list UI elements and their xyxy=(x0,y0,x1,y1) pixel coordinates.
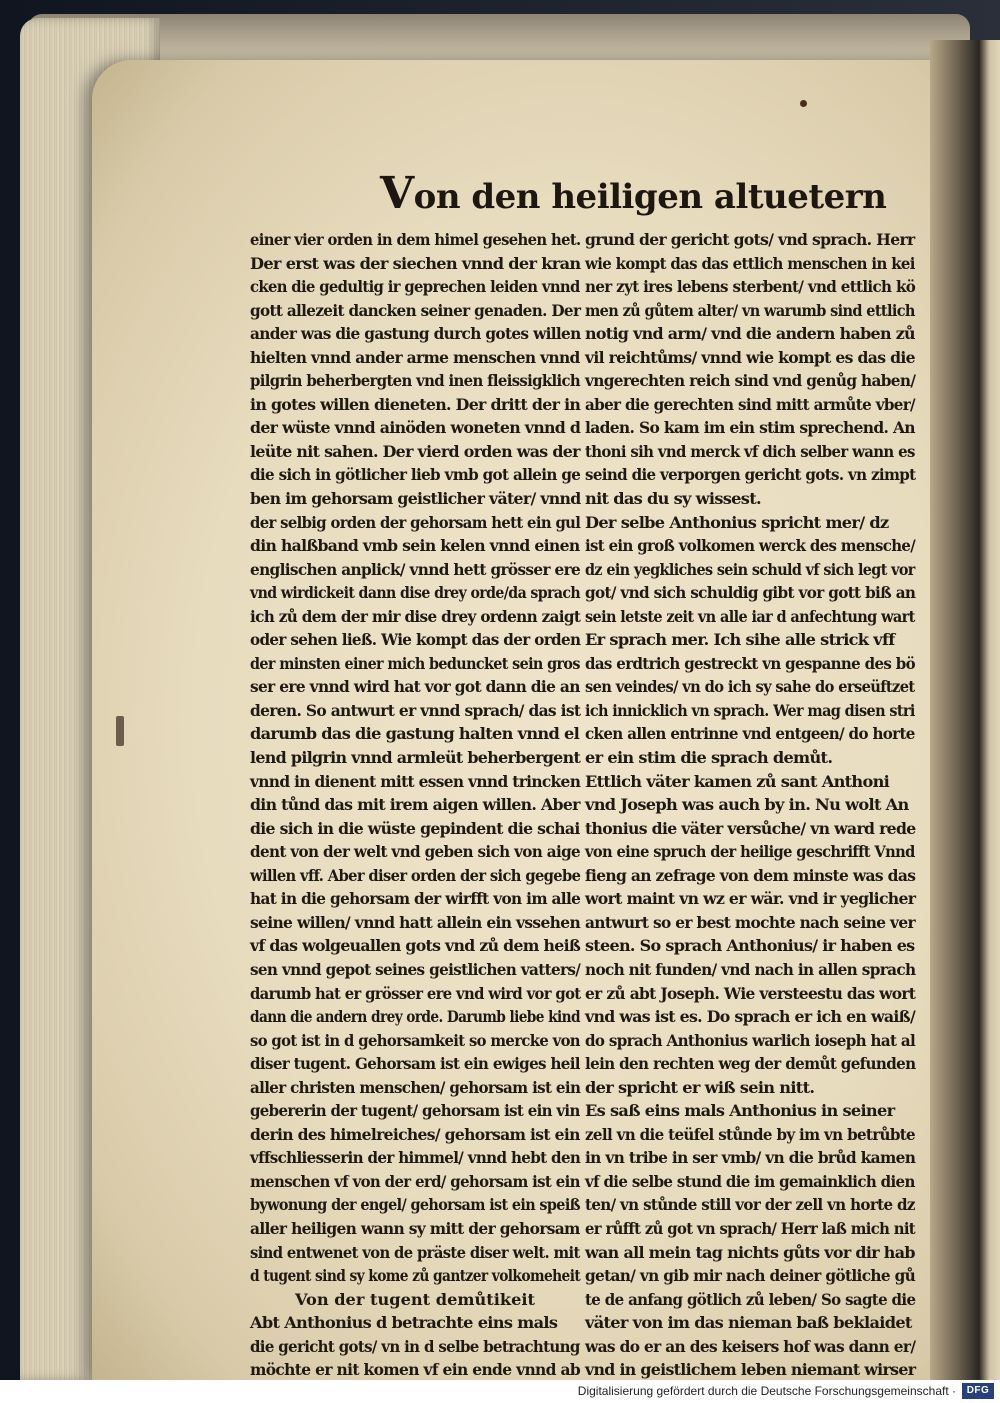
text-line: cken allen entrinne vnd entgeen/ do horte xyxy=(585,724,915,744)
text-line: hat in die gehorsam der wirfft von im alle xyxy=(250,889,581,909)
text-line: Er sprach mer. Ich sihe alle strick vff xyxy=(585,630,895,650)
text-line: noch nit funden/ vnd nach in allen sprach xyxy=(585,959,916,979)
text-line: te de anfang götlich zů leben/ So sagte die xyxy=(585,1289,916,1309)
text-line: zell vn die teüfel stůnde by im vn betrůbte xyxy=(585,1124,916,1144)
text-line: ich zů dem der mir dise drey ordenn zaigt xyxy=(250,606,581,626)
footer-bar xyxy=(0,1380,1000,1403)
footer-credit: Digitalisierung gefördert durch die Deutsche Forschungsgemeinschaft · xyxy=(577,1384,956,1398)
text-line: seind die verporgen gericht gots. vn zimpt xyxy=(585,465,916,485)
text-line: thonius die väter versůche/ vn ward rede xyxy=(585,818,916,838)
text-line: ten/ vn stůnde still vor der zell vn horte dz xyxy=(585,1195,915,1215)
text-line: dent von der welt vnd geben sich von aige xyxy=(250,842,581,862)
text-line: gebererin der tugent/ gehorsam ist ein vin xyxy=(250,1101,580,1121)
text-line: leüte nit sahen. Der vierd orden was der xyxy=(250,441,580,461)
section-heading: Von der tugent demůtikeit xyxy=(294,1289,536,1309)
text-line: vil reichtůms/ vnnd wie kompt es das die xyxy=(585,347,915,367)
text-line: vnd Joseph was auch by in. Nu wolt An xyxy=(585,795,909,815)
text-line: cken die gedultig ir geprechen leiden vnnd xyxy=(250,277,580,297)
text-line: von eine spruch der heilige geschrifft Vnnd xyxy=(585,842,915,862)
text-line: vnd was ist es. Do sprach er ich en waiß/ xyxy=(585,1007,916,1027)
text-line: aber die gerechten sind mitt armůte vber/ xyxy=(585,394,915,414)
text-line: ander was die gastung durch gotes willen xyxy=(250,324,581,344)
text-line: vnnd in dienent mitt essen vnnd trincken xyxy=(250,771,581,791)
ink-spot xyxy=(800,100,807,107)
text-line: Der erst was der siechen vnnd der kran xyxy=(250,253,581,273)
running-head-text: on den heiligen altuetern xyxy=(413,177,887,217)
text-line: die sich in götlicher lieb vmb got allein ge xyxy=(250,465,581,485)
text-line: in vn tribe in ser vmb/ vn die brůd kamen xyxy=(585,1148,916,1168)
text-line: so got ist in d gehorsamkeit so mercke von xyxy=(250,1030,580,1050)
text-line: seine willen/ vnnd hatt allein ein vssehen xyxy=(250,912,581,932)
text-line: oder sehen ließ. Wie kompt das der orden xyxy=(250,630,581,650)
text-line: got/ vnd sich schuldig gibt vor gott biß an xyxy=(585,583,916,603)
text-line: ist ein groß volkomen werck des mensche/ xyxy=(585,536,916,556)
text-line: er růfft zů got vn sprach/ Herr laß mich nit xyxy=(585,1218,916,1238)
text-line: er ein stim die sprach demůt. xyxy=(585,748,833,768)
text-line: vnd wirdickeit dann dise drey orde/da sprach xyxy=(250,583,581,603)
running-head xyxy=(380,168,887,219)
text-line: Abt Anthonius d betrachte eins mals xyxy=(250,1313,558,1333)
text-line: der selbig orden der gehorsam hett ein gul xyxy=(250,512,581,532)
text-line: aller christen menschen/ gehorsam ist ein xyxy=(250,1077,581,1097)
text-line: men zů gůtem alter/ vn warumb sind ettlich xyxy=(585,300,915,320)
text-line: Der selbe Anthonius spricht mer/ dz xyxy=(585,512,889,532)
text-line: möchte er nit komen vf ein ende vnnd ab xyxy=(250,1360,581,1380)
text-line: getan/ vn gib mir nach deiner götliche gů xyxy=(585,1266,916,1286)
text-line: aller heiligen wann sy mitt der gehorsam xyxy=(250,1218,580,1238)
running-head-initial: V xyxy=(380,168,414,219)
text-line: die sich in die wüste gepindent die schai xyxy=(250,818,580,838)
text-line: vnd in geistlichem leben niemant wirser xyxy=(585,1360,916,1380)
text-line: sein letste zeit vn alle iar d anfechtung wart xyxy=(585,606,915,626)
book-gutter xyxy=(930,40,1000,1380)
text-line: dz ein yegkliches sein schuld vf sich legt vor xyxy=(585,559,915,579)
text-line: er zů abt Joseph. Wie versteestu das wort xyxy=(585,983,916,1003)
text-line: ich innicklich vn sprach. Wer mag disen stri xyxy=(585,700,915,720)
text-line: darumb das die gastung halten vnnd el xyxy=(250,724,580,744)
text-line: wan all mein tag nichts gůts vor dir hab xyxy=(585,1242,915,1262)
bookmark-tab xyxy=(116,716,124,746)
text-line: sen vnnd gepot seines geistlichen vatters/ xyxy=(250,959,581,979)
text-line: die gericht gots/ vn in d selbe betrachtung xyxy=(250,1336,580,1356)
text-line: lein den rechten weg der demůt gefunden xyxy=(585,1054,916,1074)
text-line: ner zyt ires lebens sterbent/ vnd ettlich kö xyxy=(585,277,916,297)
text-line: notig vnd arm/ vnd die andern haben zů xyxy=(585,324,915,344)
text-column-left xyxy=(250,228,580,1380)
text-line: was do er an des keisers hof was dann er/ xyxy=(585,1336,916,1356)
dfg-logo: DFG xyxy=(962,1383,994,1399)
text-line: Es saß eins mals Anthonius in seiner xyxy=(585,1101,895,1121)
text-line: diser tugent. Gehorsam ist ein ewiges heil xyxy=(250,1054,580,1074)
text-line: laden. So kam im ein stim sprechend. An xyxy=(585,418,915,438)
text-line: din tůnd das mit irem aigen willen. Aber xyxy=(250,795,580,815)
text-line: do sprach Anthonius warlich ioseph hat al xyxy=(585,1030,916,1050)
text-line: englischen anplick/ vnnd hett grösser ere xyxy=(250,559,581,579)
text-line: väter von im das nieman baß beklaidet xyxy=(585,1313,912,1333)
text-line: pilgrin beherbergten vnd inen fleissigklich xyxy=(250,371,581,391)
text-line: antwurt so er best mochte nach seine ver xyxy=(585,912,915,932)
book-top-edge xyxy=(28,14,970,64)
text-line: lend pilgrin vnnd armleüt beherbergent xyxy=(250,748,581,768)
text-line: vffschliesserin der himmel/ vnnd hebt den xyxy=(250,1148,581,1168)
text-line: wie kompt das das ettlich menschen in kei xyxy=(585,253,915,273)
text-line: der wüste vnnd ainöden woneten vnnd d xyxy=(250,418,581,438)
text-line: hielten vnnd ander arme menschen vnnd xyxy=(250,347,580,367)
text-line: grund der gericht gots/ vnd sprach. Herr xyxy=(585,230,915,249)
text-line: wort maint vn wz er wär. vnd ir yeglicher xyxy=(585,889,916,909)
text-line: bywonung der engel/ gehorsam ist ein speiß xyxy=(250,1195,580,1215)
text-line: sind entwenet von de präste diser welt. mit xyxy=(250,1242,580,1262)
text-column-right xyxy=(585,228,915,1380)
text-line: gott allezeit dancken seiner genaden. Der xyxy=(250,300,581,320)
text-line: derin des himelreiches/ gehorsam ist ein xyxy=(250,1124,580,1144)
text-line: darumb hat er grösser ere vnd wird vor got xyxy=(250,983,581,1003)
text-line: din halßband vmb sein kelen vnnd einen xyxy=(250,536,580,556)
text-line: vf das wolgeuallen gots vnd zů dem heiß xyxy=(250,936,581,956)
text-line: fieng an zefrage von dem minste was das xyxy=(585,865,916,885)
text-line: der spricht er wiß sein nitt. xyxy=(585,1077,815,1097)
text-line: dann die andern drey orde. Darumb liebe kind xyxy=(250,1007,580,1027)
text-line: Ettlich väter kamen zů sant Anthoni xyxy=(585,771,890,791)
text-line: thoni sih vnd merck vf dich selber wann es xyxy=(585,441,915,461)
text-line: vf die selbe stund die im gemainklich dien xyxy=(585,1171,915,1191)
text-line: sen veindes/ vn do ich sy sahe do erseüftzet xyxy=(585,677,915,697)
text-line: in gotes willen dieneten. Der dritt der in xyxy=(250,394,581,414)
text-line: der minsten einer mich beduncket sein gros xyxy=(250,653,580,673)
text-line: ser ere vnnd wird hat vor got dann die an xyxy=(250,677,580,697)
text-line: steen. So sprach Anthonius/ ir haben es xyxy=(585,936,915,956)
text-line: das erdtrich gestreckt vn gespanne des bö xyxy=(585,653,915,673)
text-line: nit das du sy wissest. xyxy=(585,489,761,509)
text-line: vngerechten reich sind vnd genůg haben/ xyxy=(585,371,916,391)
text-line: d tugent sind sy kome zů gantzer volkomeheit xyxy=(250,1266,581,1286)
text-line: willen vff. Aber diser orden der sich gegebe xyxy=(250,865,581,885)
text-line: ben im gehorsam geistlicher väter/ vnnd xyxy=(250,489,581,509)
text-line: einer vier orden in dem himel gesehen het. xyxy=(250,230,581,249)
text-line: deren. So antwurt er vnnd sprach/ das ist xyxy=(250,700,581,720)
text-line: menschen vf von der erd/ gehorsam ist ein xyxy=(250,1171,580,1191)
